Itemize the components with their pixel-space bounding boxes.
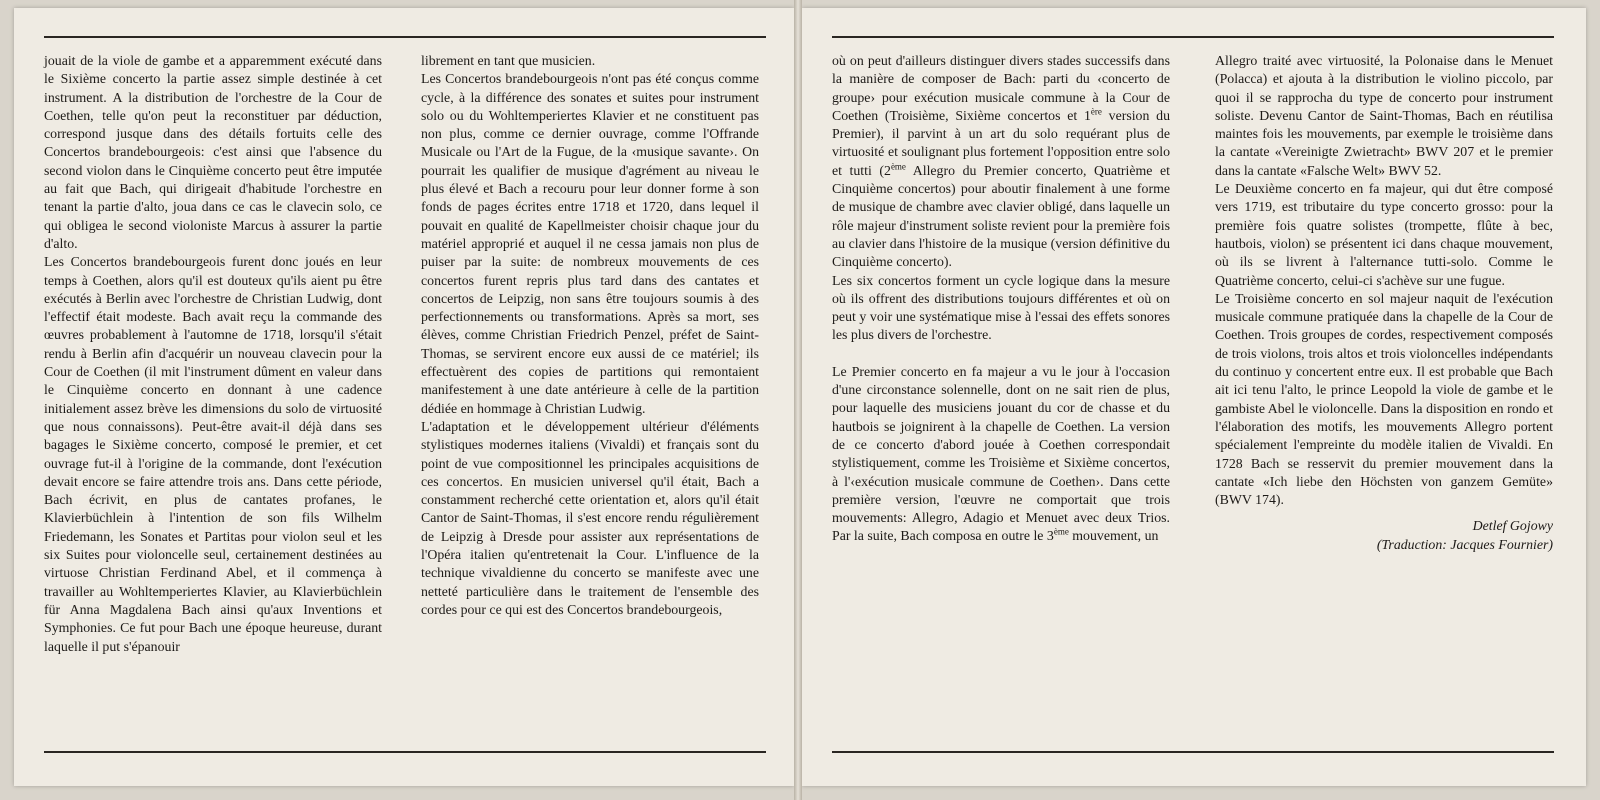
paragraph: Les Concertos brandebourgeois furent donc joués en leur temps à Coethen, alors qu'il est douteux qu'ils aient pu être exécutés à Berlin avec l'orchestre de Christian Ludwig, dont l'effectif était modeste. Bach avait reçu la commande des œuvres probablement à l'automne de 1718, lorsqu'il s'était rendu à Berlin afin d'acquérir un nouveau clavecin pour la Cour de Coethen (il mit l'instrument dûment en valeur dans le Cinquième concerto en donnant à une cadence initialement assez brève les dimensions du solo de virtuosité que nous connaissons). Peut-être avait-il déjà dans ses bagages le Sixième concerto, composé le premier, et cet ouvrage fut-il à l'origine de la commande, dont l'exécution devait encore se faire attendre trois ans. Dans cette période, Bach écrivit, en plus de cantates profanes, le Klavierbüchlein à l'intention de son fils Wilhelm Friedemann, les Sonates et Partitas pour violon seul et les six Suites pour violoncelle seul, certainement destinées au virtuose Christian Ferdinand Abel, et il commença à travailler au Wohltemperiertes Klavier, au Klavierbüchlein für Anna Magdalena Bach ainsi qu'aux Inventions et Symphonies. Ce fut pour Bach une époque heureuse, durant laquelle il put s'épanouir [44, 254, 382, 654]
paragraph: où on peut d'ailleurs distinguer divers stades successifs dans la manière de composer de Bach: parti du ‹concerto de groupe› pour exécution musicale commune à la Cour de Coethen (Troisième, Sixième concertos et 1ère version du Premier), il parvint à un art du solo requérant plus de virtuosité et soulignant plus fortement l'opposition entre solo et tutti (2ème Allegro du Premier concerto, Quatrième et Cinquième concertos) pour aboutir finalement à une forme de musique de chambre avec clavier obligé, dans laquelle un rôle majeur d'instrument soliste revient pour la première fois au clavier dans l'histoire de la musique (version définitive du Cinquième concerto). [832, 53, 1170, 270]
text-column-4 [1215, 52, 1553, 554]
bottom-rule-left [44, 751, 766, 753]
book-spine [794, 0, 802, 800]
signature-author: Detlef Gojowy [1472, 518, 1553, 534]
text-column-1 [44, 52, 382, 656]
paragraph: Le Premier concerto en fa majeur a vu le jour à l'occasion d'une circonstance solennelle, dont on ne sait rien de plus, pour laquelle des musiciens jouant du cor de chasse et du hautbois se joignirent à la chapelle de Coethen. La version de ce concerto d'abord jouée à Coethen correspondait stylistiquement, comme les Troisième et Sixième concertos, à l'‹exécution musicale commune de Coethen›. Dans cette première version, l'œuvre ne comportait que trois mouvements: Allegro, Adagio et Menuet avec deux Trios. Par la suite, Bach composa en outre le 3ème mouvement, un [832, 363, 1170, 544]
text-column-2 [421, 52, 759, 619]
paragraph: Les Concertos brandebourgeois n'ont pas été conçus comme cycle, à la différence des sonates et suites pour instrument solo ou du Wohltemperiertes Klavier et ne constituent pas non plus, comme ce dernier ouvrage, comme l'Offrande Musicale ou l'Art de la Fugue, de la ‹musique savante›. On pourrait les qualifier de musique d'agrément au niveau le plus élevé et Bach a recouru pour leur donner forme à son fonds de pages écrites entre 1718 et 1720, dans lequel il pouvait en qualité de Kapellmeister choisir chaque jour du matériel approprié et auquel il ne cessa jamais non plus de puiser par la suite: de nombreux mouvements de ces concertos furent repris plus tard dans des cantates et concertos de Leipzig, non sans être toujours soumis à des perfectionnements ou transformations. Après sa mort, ses élèves, comme Christian Friedrich Penzel, préfet de Saint-Thomas, se servirent encore eux aussi de ce matériel; ils effectuèrent des copies de partitions qui remontaient manifestement à une date antérieure à celle de la partition dédiée en hommage à Christian Ludwig. [421, 71, 759, 416]
top-rule-left [44, 36, 766, 38]
paragraph: Allegro traité avec virtuosité, la Polonaise dans le Menuet (Polacca) et ajouta à la distribution le violino piccolo, par quoi il se rapprocha du type de concerto pour instrument soliste. Devenu Cantor de Saint-Thomas, Bach en réutilisa maintes fois les mouvements, par exemple le troisième dans la cantate «Vereinigte Zwietracht» BWV 207 et le premier dans la cantate «Falsche Welt» BWV 52. [1215, 53, 1553, 178]
paragraph: L'adaptation et le développement ultérieur d'éléments stylistiques modernes italiens (Vivaldi) et français sont du point de vue compositionnel les principales acquisitions de ces concertos. En musicien universel qu'il était, Bach a constamment recherché cette orientation et, alors qu'il était Cantor de Saint-Thomas, il s'est encore rendu régulièrement de Leipzig à Dresde pour assister aux représentations de l'Opéra italien qu'entretenait la Cour. L'influence de la technique vivaldienne du concerto se manifeste avec une netteté particulière dans le traitement de l'ensemble des cordes pour ce qui est des Concertos brandebourgeois, [421, 418, 759, 617]
paragraph: librement en tant que musicien. [421, 53, 596, 68]
paragraph: jouait de la viole de gambe et a apparemment exécuté dans le Sixième concerto la partie assez simple destinée à cet instrument. A la distribution de l'orchestre de la Cour de Coethen, telle qu'on peut la reconstituer par déduction, correspond jusque dans des détails fortuits celle des Concertos brandebourgeois: c'est ainsi que l'absence du second violon dans le Cinquième concerto peut être imputée au fait que Bach, qui dirigeait d'habitude l'orchestre en tenant la partie d'alto, joua dans ce cas le clavecin solo, ce qui obligea le second violoniste Marcus à assurer la partie d'alto. [44, 53, 382, 251]
paragraph: Le Deuxième concerto en fa majeur, qui dut être composé vers 1719, est tributaire du type concerto grosso: pour la première fois quatre solistes (trompette, flûte à bec, hautbois, violon) se présentent ici dans chaque mouvement, où ils se livrent à l'alternance tutti-solo. Comme le Quatrième concerto, celui-ci s'achève sur une fugue. [1215, 181, 1553, 288]
paragraph: Les six concertos forment un cycle logique dans la mesure où ils offrent des distributions toujours différentes et où on peut y voir une systématique mise à l'essai des effets sonores les plus divers de l'orchestre. [832, 272, 1170, 343]
top-rule-right [832, 36, 1554, 38]
text-column-3 [832, 52, 1170, 546]
bottom-rule-right [832, 751, 1554, 753]
signature-translator: (Traduction: Jacques Fournier) [1376, 536, 1553, 552]
paragraph: Le Troisième concerto en sol majeur naquit de l'exécution musicale commune pratiquée dans la chapelle de la Cour de Coethen. Trois groupes de cordes, respectivement composés de trois violons, trois altos et trois violoncelles indépendants du continuo y concertent entre eux. Il est probable que Bach ait ici tenu l'alto, le prince Leopold la viole de gambe et le gambiste Abel le violoncelle. Dans la disposition en rondo et l'élaboration des motifs, les mouvements Allegro portent spécialement l'empreinte du modèle italien de Vivaldi. En 1728 Bach se resservit du premier mouvement dans la cantate «Ich liebe den Höchsten von ganzem Gemüte» (BWV 174). [1215, 290, 1553, 508]
